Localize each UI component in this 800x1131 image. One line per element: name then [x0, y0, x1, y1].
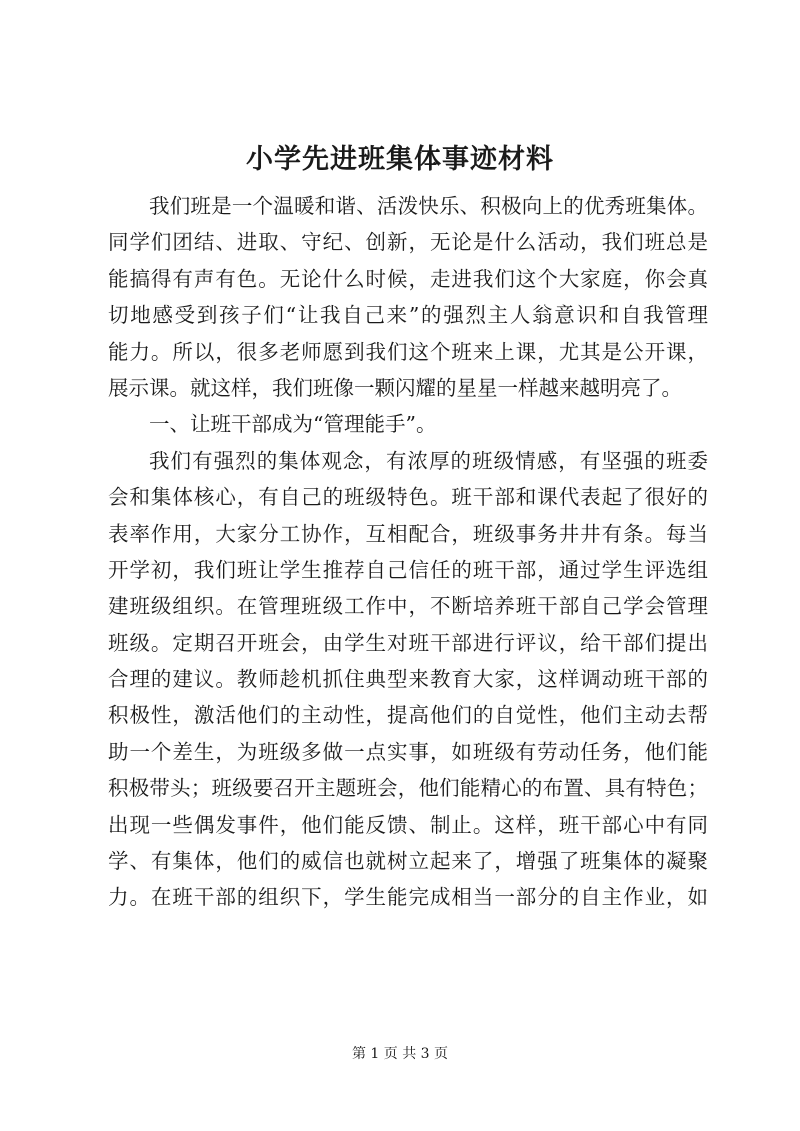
paragraph-line: 积极带头；班级要召开主题班会，他们能精心的布置、具有特色； [108, 776, 708, 801]
paragraph-line: 班级。定期召开班会，由学生对班干部进行评议，给干部们提出 [108, 630, 708, 655]
paragraph-line: 出现一些偶发事件，他们能反馈、制止。这样，班干部心中有同 [108, 812, 708, 837]
paragraph-line: 我们班是一个温暖和谐、活泼快乐、积极向上的优秀班集体。 [149, 194, 708, 218]
paragraph-line: 开学初，我们班让学生推荐自己信任的班干部，通过学生评选组 [108, 557, 708, 582]
paragraph-line: 会和集体核心，有自己的班级特色。班干部和课代表起了很好的 [108, 485, 708, 510]
paragraph-line: 能搞得有声有色。无论什么时候，走进我们这个大家庭，你会真 [108, 266, 708, 291]
document-title: 小学先进班集体事迹材料 [246, 144, 554, 175]
paragraph-line: 同学们团结、进取、守纪、创新，无论是什么活动，我们班总是 [108, 230, 708, 255]
paragraph-line: 建班级组织。在管理班级工作中，不断培养班干部自己学会管理 [108, 594, 708, 619]
paragraph-line: 切地感受到孩子们“让我自己来”的强烈主人翁意识和自我管理 [108, 303, 708, 328]
paragraph-line: 表率作用，大家分工协作，互相配合，班级事务井井有条。每当 [108, 521, 708, 546]
page-footer: 第 1 页 共 3 页 [351, 1046, 449, 1062]
paragraph-line: 我们有强烈的集体观念，有浓厚的班级情感，有坚强的班委 [149, 448, 708, 473]
paragraph-line: 助一个差生，为班级多做一点实事，如班级有劳动任务，他们能 [108, 739, 708, 764]
document-body [108, 188, 708, 916]
paragraph-line: 学、有集体，他们的威信也就树立起来了，增强了班集体的凝聚 [108, 849, 708, 874]
paragraph-line: 合理的建议。教师趁机抓住典型来教育大家，这样调动班干部的 [108, 667, 708, 692]
paragraph-line: 积极性，激活他们的主动性，提高他们的自觉性，他们主动去帮 [108, 703, 708, 728]
section-heading: 一、让班干部成为“管理能手”。 [149, 412, 437, 437]
paragraph-line: 力。在班干部的组织下，学生能完成相当一部分的自主作业，如 [108, 885, 708, 910]
paragraph-line: 能力。所以，很多老师愿到我们这个班来上课，尤其是公开课， [108, 339, 708, 364]
paragraph-line: 展示课。就这样，我们班像一颗闪耀的星星一样越来越明亮了。 [108, 375, 682, 400]
